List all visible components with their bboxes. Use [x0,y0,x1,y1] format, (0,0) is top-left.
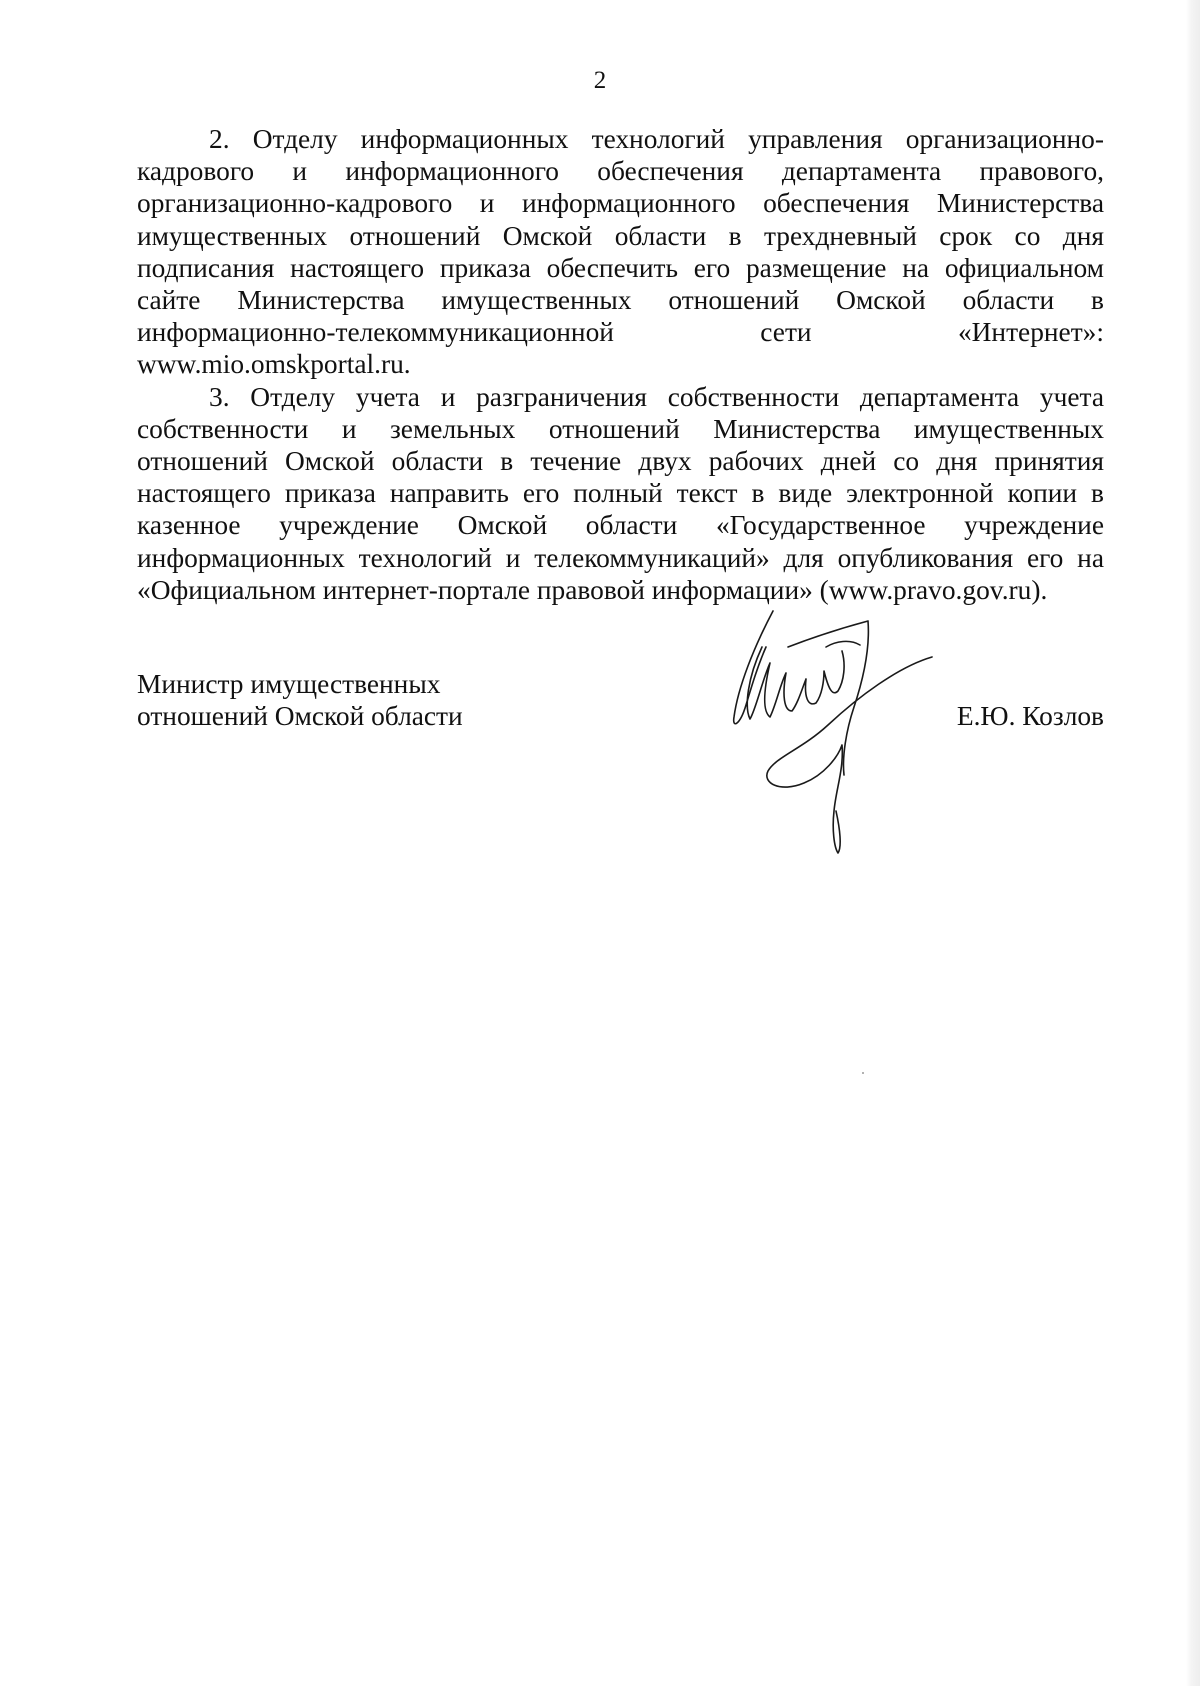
paragraph-2: 2. Отделу информационных технологий управления организационно-кадрового и информационного обеспечения департамента правового, организационно-кадрового и информационного обеспечения Министерства имущественных отношений Омской области в трехдневный срок со дня подписания настоящего приказа обеспечить его размещение на официальном сайте Министерства имущественных отношений Омской области в информационно-телекоммуникационной сети «Интернет»: www.mio.omskportal.ru. [137,124,1104,380]
scan-speck [862,1072,864,1074]
document-body [137,123,1104,606]
signatory-name: Е.Ю. Козлов [956,701,1104,731]
position-line-1: Министр имущественных [137,669,441,699]
handwritten-signature [718,607,938,857]
paragraph-3: 3. Отделу учета и разграничения собственности департамента учета собственности и земельных отношений Министерства имущественных отношений Омской области в течение двух рабочих дней со дня принятия настоящего приказа направить его полный текст в виде электронной копии в казенное учреждение Омской области «Государственное учреждение информационных технологий и телекоммуникаций» для опубликования его на «Официальном интернет-портале правовой информации» (www.pravo.gov.ru). [137,381,1104,605]
page-number: 2 [593,67,607,94]
signature-block [137,668,1104,868]
signatory-position [137,668,557,732]
position-line-2: отношений Омской области [137,701,463,731]
scan-edge-shadow [1186,0,1200,1686]
